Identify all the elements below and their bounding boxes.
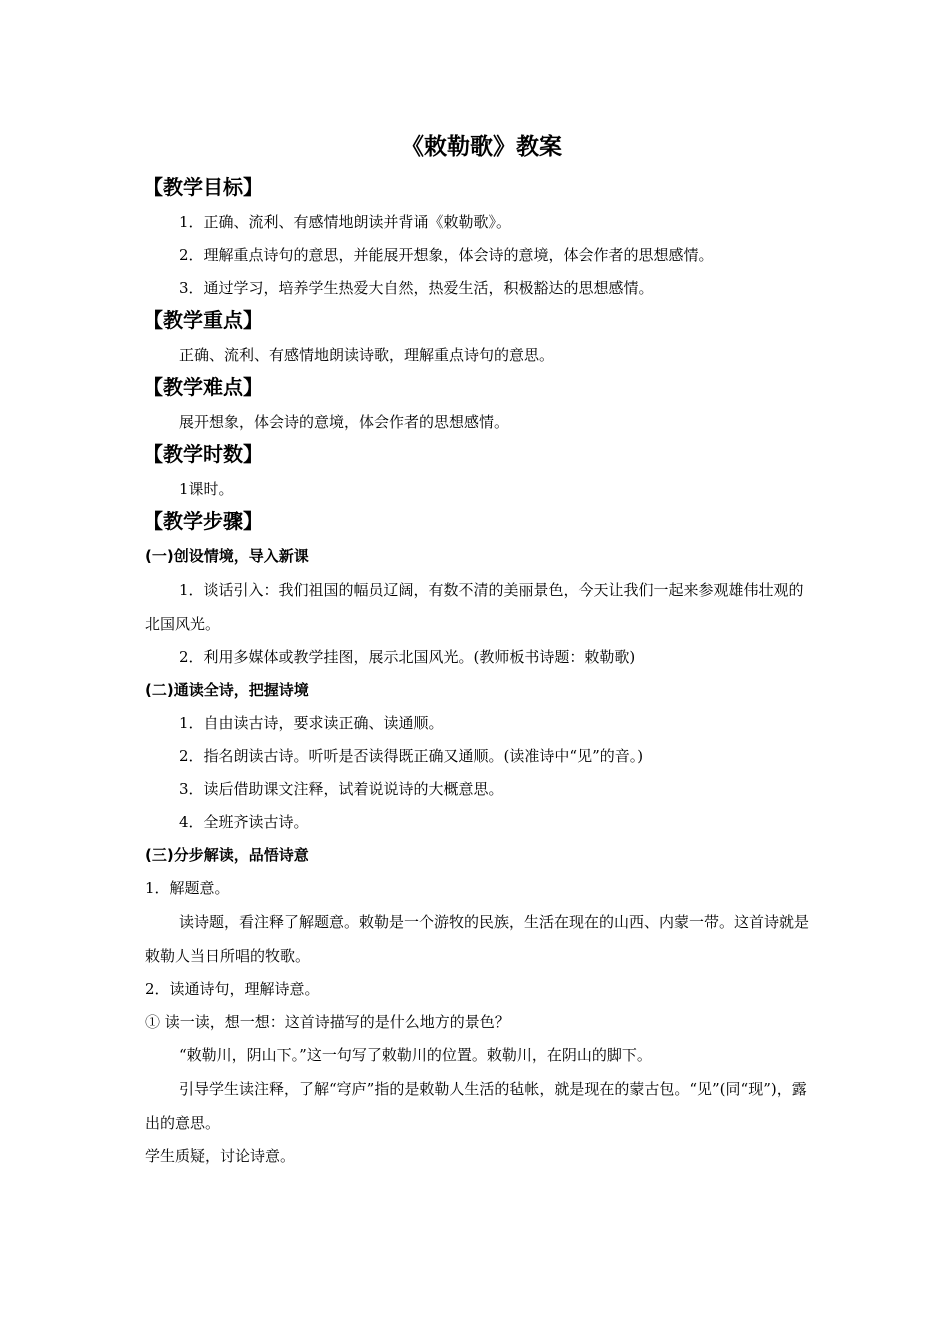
step-paragraph: 引导学生读注释，了解“穹庐”指的是敕勒人生活的毡帐，就是现在的蒙古包。“见”(同“现”)，露出的意思。 bbox=[145, 1080, 807, 1132]
section-heading-objectives: 【教学目标】 bbox=[143, 175, 263, 199]
step-heading-2: (二)通读全诗，把握诗境 bbox=[145, 681, 309, 699]
step-heading-1: (一)创设情境，导入新课 bbox=[145, 547, 309, 565]
document-title: 《敕勒歌》教案 bbox=[401, 134, 562, 160]
objective-item: 3．通过学习，培养学生热爱大自然，热爱生活，积极豁达的思想感情。 bbox=[179, 279, 654, 297]
key-points-text: 正确、流利、有感情地朗读诗歌，理解重点诗句的意思。 bbox=[179, 346, 555, 364]
step-subheading: 1．解题意。 bbox=[145, 879, 230, 897]
step-item: 1．谈话引入：我们祖国的幅员辽阔，有数不清的美丽景色，今天让我们一起来参观雄伟壮观的北国风光。 bbox=[145, 581, 804, 633]
section-heading-difficulties: 【教学难点】 bbox=[143, 375, 263, 399]
section-heading-key-points: 【教学重点】 bbox=[143, 308, 263, 332]
objective-item: 1．正确、流利、有感情地朗读并背诵《敕勒歌》。 bbox=[179, 213, 512, 231]
step-item: 3．读后借助课文注释，试着说说诗的大概意思。 bbox=[179, 780, 504, 798]
step-item: 2．指名朗读古诗。听听是否读得既正确又通顺。(读准诗中“见”的音。) bbox=[179, 747, 644, 765]
step-subheading: 2．读通诗句，理解诗意。 bbox=[145, 980, 320, 998]
step-heading-3: (三)分步解读，品悟诗意 bbox=[145, 846, 309, 864]
document-page bbox=[145, 128, 810, 1173]
class-hours-text: 1课时。 bbox=[179, 480, 234, 498]
step-item: 4．全班齐读古诗。 bbox=[179, 813, 309, 831]
section-heading-class-hours: 【教学时数】 bbox=[143, 442, 263, 466]
step-paragraph: 学生质疑，讨论诗意。 bbox=[145, 1147, 296, 1165]
step-paragraph: “敕勒川，阴山下。”这一句写了敕勒川的位置。敕勒川，在阴山的脚下。 bbox=[179, 1046, 652, 1064]
step-paragraph: 读诗题，看注释了解题意。敕勒是一个游牧的民族，生活在现在的山西、内蒙一带。这首诗就是敕勒人当日所唱的牧歌。 bbox=[145, 913, 810, 965]
difficulties-text: 展开想象，体会诗的意境，体会作者的思想感情。 bbox=[179, 413, 510, 431]
question-item: ① 读一读，想一想：这首诗描写的是什么地方的景色？ bbox=[145, 1013, 510, 1031]
objective-item: 2．理解重点诗句的意思，并能展开想象，体会诗的意境，体会作者的思想感情。 bbox=[179, 246, 714, 264]
section-heading-steps: 【教学步骤】 bbox=[143, 509, 263, 533]
step-item: 2．利用多媒体或教学挂图，展示北国风光。(教师板书诗题：敕勒歌) bbox=[179, 648, 636, 666]
step-item: 1．自由读古诗，要求读正确、读通顺。 bbox=[179, 714, 444, 732]
